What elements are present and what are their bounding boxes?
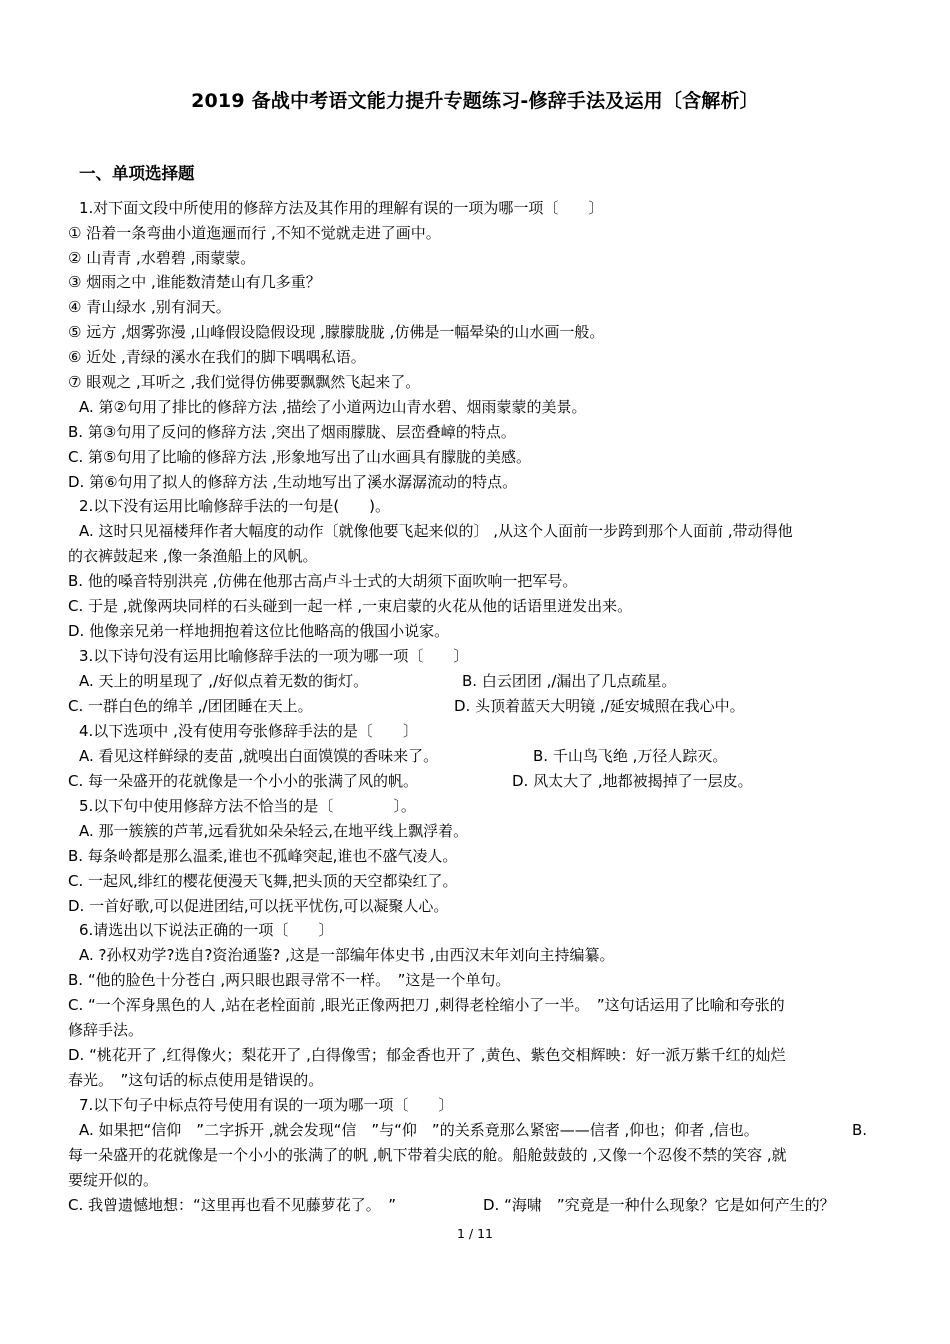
option-line: B. 千山鸟飞绝 ,万径人踪灭。 [533,747,728,765]
option-line: B. 白云团团 ,/漏出了几点疏星。 [462,672,677,690]
option-line: B. “他的脸色十分苍白 ,两只眼也跟寻常不一样。 ”这是一个单句。 [68,971,511,989]
option-line: D. 头顶着蓝天大明镜 ,/延安城照在我心中。 [454,697,745,715]
question-4-stem: 4.以下选项中 ,没有使用夸张修辞手法的是〔 〕 [79,722,418,740]
passage-line: ② 山青青 ,水碧碧 ,雨蒙蒙。 [68,249,256,267]
question-1-stem: 1.对下面文段中所使用的修辞方法及其作用的理解有误的一项为哪一项〔 〕 [79,199,604,217]
option-line: A. 看见这样鲜绿的麦苗 ,就嗅出白面馍馍的香味来了。 [79,747,439,765]
option-line: B. 每条岭都是那么温柔,谁也不孤峰突起,谁也不盛气凌人。 [68,847,458,865]
option-line: 每一朵盛开的花就像是一个小小的张满了的帆 ,帆下带着尖底的舱。船舱鼓鼓的 ,又像一个忍俊不禁的笑容 ,就 [68,1146,787,1164]
option-line: C. 一起风,绯红的樱花便漫天飞舞,把头顶的天空都染红了。 [68,872,458,890]
option-line: 要绽开似的。 [68,1171,159,1189]
option-line: A. 天上的明星现了 ,/好似点着无数的街灯。 [79,672,369,690]
passage-line: ⑦ 眼观之 ,耳听之 ,我们觉得仿佛要飘飘然飞起来了。 [68,373,421,391]
option-line: C. 一群白色的绵羊 ,/团团睡在天上。 [68,697,313,715]
option-line: D. 风太大了 ,地都被揭掉了一层皮。 [512,772,753,790]
option-line: D. 第⑥句用了拟人的修辞方法 ,生动地写出了溪水潺潺流动的特点。 [68,473,518,491]
passage-line: ③ 烟雨之中 ,谁能数清楚山有几多重？ [68,273,321,291]
passage-line: ⑥ 近处 ,青绿的溪水在我们的脚下喁喁私语。 [68,348,366,366]
question-6-stem: 6.请选出以下说法正确的一项〔 〕 [79,921,334,939]
option-line: B. 他的嗓音特别洪亮 ,仿佛在他那古高卢斗士式的大胡须下面吹响一把军号。 [68,572,578,590]
option-line: C. 于是 ,就像两块同样的石头碰到一起一样 ,一束启蒙的火花从他的话语里迸发出来。 [68,597,633,615]
option-line: A. 如果把“信仰 ”二字拆开 ,就会发现“信 ”与“仰 ”的关系竟那么紧密——信者 ,仰也；仰者 ,信也。 [79,1121,759,1139]
option-line: 修辞手法。 [68,1021,144,1039]
option-line: D. 他像亲兄弟一样地拥抱着这位比他略高的俄国小说家。 [68,622,450,640]
option-line: A. ?孙权劝学?选自?资治通鉴? ,这是一部编年体史书 ,由西汉末年刘向主持编纂。 [79,946,615,964]
option-line: 春光。 ”这句话的标点使用是错误的。 [68,1071,324,1089]
passage-line: ① 沿着一条弯曲小道迤逦而行 ,不知不觉就走进了画中。 [68,224,441,242]
passage-line: ⑤ 远方 ,烟雾弥漫 ,山峰假设隐假设现 ,朦朦胧胧 ,仿佛是一幅晕染的山水画一般。 [68,323,605,341]
page-number: 1 / 11 [456,1226,494,1241]
section-heading: 一、单项选择题 [79,164,195,183]
option-line: A. 这时只见福楼拜作者大幅度的动作〔就像他要飞起来似的〕 ,从这个人面前一步跨到那个人面前 ,带动得他 [79,522,793,540]
option-line: B. 第③句用了反问的修辞方法 ,突出了烟雨朦胧、层峦叠嶂的特点。 [68,423,516,441]
passage-line: ④ 青山绿水 ,别有洞天。 [68,298,231,316]
question-5-stem: 5.以下句中使用修辞方法不恰当的是〔 〕。 [79,797,416,815]
option-line: C. 第⑤句用了比喻的修辞方法 ,形象地写出了山水画具有朦胧的美感。 [68,448,531,466]
option-line: D. 一首好歌,可以促进团结,可以抚平忧伤,可以凝聚人心。 [68,897,449,915]
option-line: D. “桃花开了 ,红得像火；梨花开了 ,白得像雪；郁金香也开了 ,黄色、紫色交相辉映：好一派万紫千红的灿烂 [68,1046,786,1064]
option-line: C. 每一朵盛开的花就像是一个小小的张满了风的帆。 [68,772,419,790]
option-line: C. “一个浑身黑色的人 ,站在老栓面前 ,眼光正像两把刀 ,刺得老栓缩小了一半。 ”这句话运用了比喻和夸张的 [68,996,785,1014]
option-line: A. 第②句用了排比的修辞方法 ,描绘了小道两边山青水碧、烟雨蒙蒙的美景。 [79,398,587,416]
option-line: 的衣裤鼓起来 ,像一条渔船上的风帆。 [68,547,318,565]
question-3-stem: 3.以下诗句没有运用比喻修辞手法的一项为哪一项〔 〕 [79,647,469,665]
question-7-stem: 7.以下句子中标点符号使用有误的一项为哪一项〔 〕 [79,1096,454,1114]
option-line: C. 我曾遗憾地想：“这里再也看不见藤萝花了。 ” [68,1196,397,1214]
option-line: A. 那一簇簇的芦苇,远看犹如朵朵轻云,在地平线上飘浮着。 [79,822,469,840]
option-line: B. [852,1121,868,1139]
option-line: D. “海啸 ”究竟是一种什么现象？它是如何产生的？ [483,1196,835,1214]
page-title: 2019 备战中考语文能力提升专题练习-修辞手法及运用〔含解析〕 [191,90,759,112]
question-2-stem: 2.以下没有运用比喻修辞手法的一句是( )。 [79,497,391,515]
